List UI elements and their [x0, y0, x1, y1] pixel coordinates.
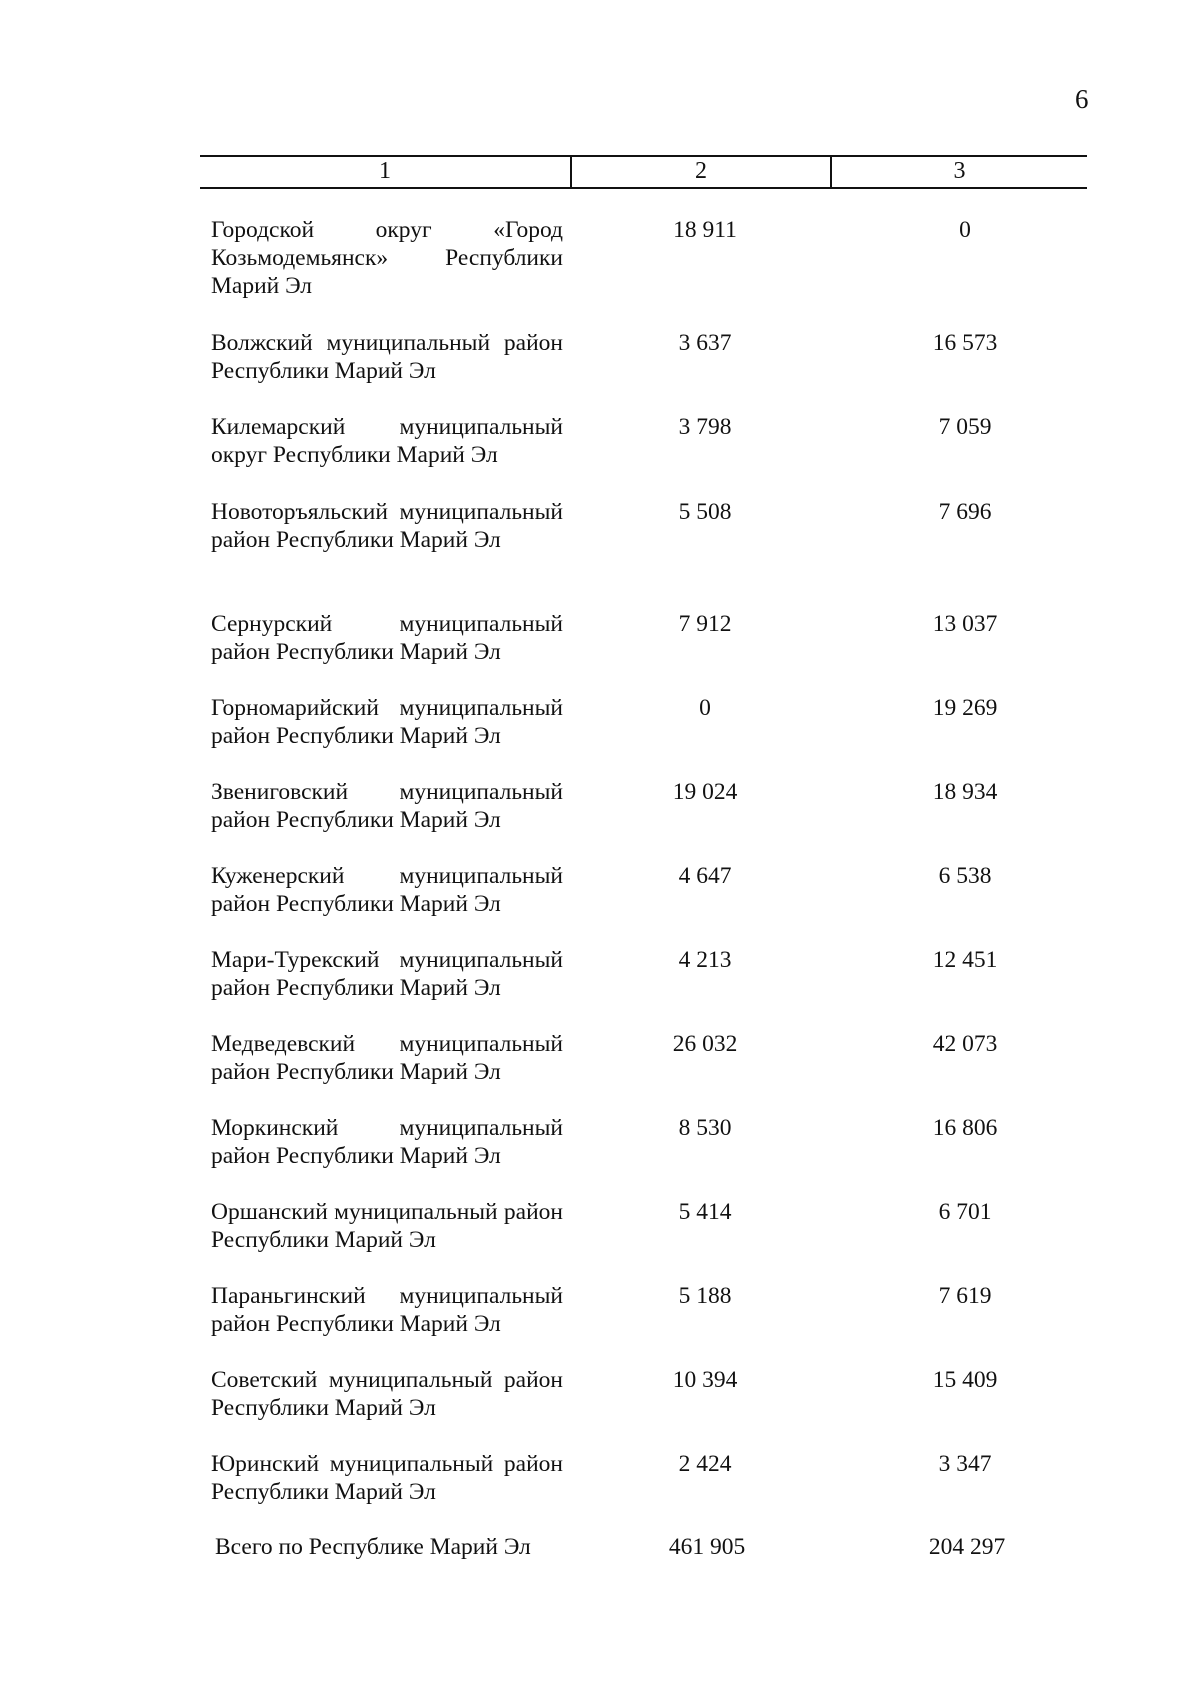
row-col2: 19 024: [672, 779, 738, 805]
row-col2: 18 911: [673, 217, 737, 243]
row-col2: 4 647: [678, 863, 732, 889]
row-name: Параньгинский муниципальный район Республики Марий Эл: [211, 1283, 563, 1337]
row-name: Моркинский муниципальный район Республики Марий Эл: [211, 1115, 563, 1169]
row-col3: 6 701: [938, 1199, 992, 1225]
table-header: [200, 155, 1087, 189]
row-col2: 7 912: [678, 611, 732, 637]
row-col2: 8 530: [678, 1115, 732, 1141]
row-name: Оршанский муниципальный район Республики Марий Эл: [211, 1199, 563, 1253]
row-col2: 5 414: [678, 1199, 732, 1225]
row-col2: 5 508: [678, 499, 732, 525]
row-col3: 16 573: [932, 330, 998, 356]
row-col2: 0: [699, 695, 711, 721]
header-col-3: 3: [953, 158, 966, 184]
row-name: Мари-Турекский муниципальный район Республики Марий Эл: [211, 947, 563, 1001]
row-name: Городской округ «Город Козьмодемьянск» Республики Марий Эл: [211, 217, 563, 299]
row-name: Килемарский муниципальный округ Республики Марий Эл: [211, 414, 563, 468]
row-col2: 3 798: [678, 414, 732, 440]
row-name: Юринский муниципальный район Республики Марий Эл: [211, 1451, 563, 1505]
row-col3: 0: [959, 217, 971, 243]
row-name: Горномарийский муниципальный район Республики Марий Эл: [211, 695, 563, 749]
row-name: Новоторъяльский муниципальный район Республики Марий Эл: [211, 499, 563, 553]
row-name: Советский муниципальный район Республики Марий Эл: [211, 1367, 563, 1421]
row-col2: 5 188: [678, 1283, 732, 1309]
row-name: Куженерский муниципальный район Республики Марий Эл: [211, 863, 563, 917]
row-col3: 6 538: [938, 863, 992, 889]
row-name: Медведевский муниципальный район Республики Марий Эл: [211, 1031, 563, 1085]
row-col3: 18 934: [932, 779, 998, 805]
row-col3: 12 451: [932, 947, 998, 973]
total-col3: 204 297: [928, 1534, 1006, 1560]
total-name: Всего по Республике Марий Эл: [215, 1534, 531, 1560]
row-name: Сернурский муниципальный район Республики Марий Эл: [211, 611, 563, 665]
row-col2: 26 032: [672, 1031, 738, 1057]
row-col2: 3 637: [678, 330, 732, 356]
row-col2: 2 424: [678, 1451, 732, 1477]
header-col-2: 2: [572, 157, 832, 187]
row-col3: 42 073: [932, 1031, 998, 1057]
row-col2: 10 394: [672, 1367, 738, 1393]
total-col2: 461 905: [668, 1534, 746, 1560]
row-col3: 7 696: [938, 499, 992, 525]
header-col-1: 1: [200, 157, 572, 187]
row-col3: 7 059: [938, 414, 992, 440]
row-col3: 16 806: [932, 1115, 998, 1141]
row-col3: 19 269: [932, 695, 998, 721]
row-col3: 7 619: [938, 1283, 992, 1309]
row-col3: 3 347: [938, 1451, 992, 1477]
row-col3: 13 037: [932, 611, 998, 637]
row-name: Звениговский муниципальный район Республики Марий Эл: [211, 779, 563, 833]
page-number: 6: [1075, 84, 1089, 114]
row-col2: 4 213: [678, 947, 732, 973]
row-name: Волжский муниципальный район Республики Марий Эл: [211, 330, 563, 384]
row-col3: 15 409: [932, 1367, 998, 1393]
